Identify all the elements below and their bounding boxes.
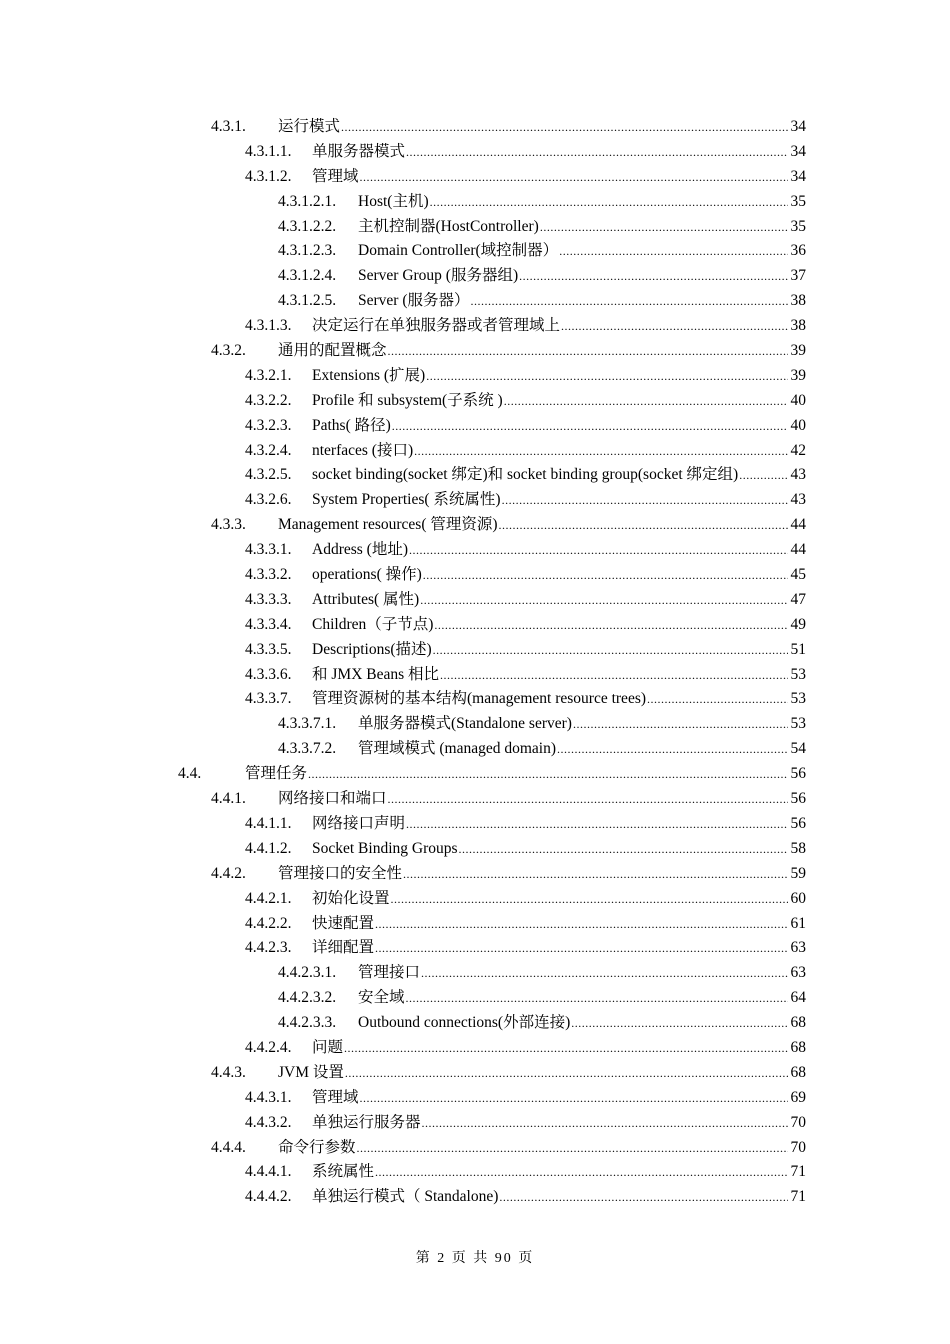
toc-entry-page-number: 51 — [790, 640, 806, 658]
toc-entry-row — [358, 289, 806, 314]
toc-entry-page-number: 59 — [790, 864, 806, 882]
toc-entry-number: 4.3.2.1. — [245, 366, 292, 384]
toc-entry-row — [312, 1036, 806, 1061]
toc-dot-leader — [406, 140, 788, 165]
toc-entry-number: 4.4.2.2. — [245, 914, 292, 932]
toc-entry-number: 4.3.1.2. — [245, 167, 292, 185]
toc-entry[interactable] — [0, 1061, 950, 1086]
toc-entry[interactable] — [0, 737, 950, 762]
toc-dot-leader — [388, 787, 788, 812]
toc-entry-page-number: 45 — [790, 566, 806, 584]
toc-entry-row — [278, 1061, 806, 1086]
toc-entry-title: 单服务器模式 — [312, 142, 406, 160]
toc-entry-title: Children（子节点) — [312, 615, 434, 633]
toc-entry-number: 4.4.2.3. — [245, 939, 292, 957]
toc-dot-leader — [391, 887, 788, 912]
toc-entry-page-number: 34 — [790, 118, 806, 135]
toc-entry-title: 快速配置 — [312, 914, 375, 932]
toc-entry-row — [312, 1111, 806, 1136]
toc-dot-leader — [504, 389, 788, 414]
toc-entry[interactable] — [0, 912, 950, 937]
toc-entry-page-number: 70 — [790, 1113, 806, 1131]
toc-entry-title: 管理接口 — [358, 964, 421, 982]
toc-entry[interactable] — [0, 712, 950, 737]
toc-entry[interactable] — [0, 1136, 950, 1161]
toc-entry-title: 问题 — [312, 1038, 344, 1056]
toc-dot-leader — [388, 339, 788, 364]
toc-dot-leader — [375, 1160, 788, 1185]
toc-entry-row — [278, 1136, 806, 1161]
toc-entry-page-number: 44 — [790, 516, 806, 534]
toc-entry-title: 网络接口声明 — [312, 814, 406, 832]
toc-dot-leader — [647, 687, 788, 712]
toc-entry-page-number: 49 — [790, 615, 806, 633]
toc-entry-number: 4.4.1.1. — [245, 814, 292, 832]
toc-entry-page-number: 38 — [790, 317, 806, 335]
toc-entry-page-number: 56 — [790, 790, 806, 808]
toc-entry-number: 4.4.3.2. — [245, 1113, 292, 1131]
toc-entry[interactable] — [0, 215, 950, 240]
toc-entry-number: 4.3.3.2. — [245, 566, 292, 584]
toc-entry[interactable] — [0, 115, 950, 140]
toc-entry[interactable] — [0, 862, 950, 887]
toc-entry[interactable] — [0, 1111, 950, 1136]
toc-entry-title: 运行模式 — [278, 118, 341, 135]
toc-entry[interactable] — [0, 837, 950, 862]
toc-entry-title: Outbound connections(外部连接) — [358, 1014, 571, 1032]
toc-entry-title: socket binding(socket 绑定)和 socket binding group(socket 绑定组) — [312, 466, 739, 484]
toc-entry-page-number: 64 — [790, 989, 806, 1007]
toc-entry-title: 命令行参数 — [278, 1138, 356, 1156]
toc-entry-title: 详细配置 — [312, 939, 375, 957]
toc-entry-title: 管理资源树的基本结构(management resource trees) — [312, 690, 647, 708]
toc-entry-number: 4.4.1. — [211, 790, 246, 808]
toc-entry[interactable] — [0, 1086, 950, 1111]
toc-entry-page-number: 68 — [790, 1038, 806, 1056]
toc-entry-row — [312, 1086, 806, 1111]
toc-entry-title: Extensions (扩展) — [312, 366, 426, 384]
toc-entry[interactable] — [0, 239, 950, 264]
toc-entry[interactable] — [0, 389, 950, 414]
toc-dot-leader — [420, 588, 788, 613]
toc-entry-row — [312, 687, 806, 712]
toc-dot-leader — [440, 663, 788, 688]
toc-entry-page-number: 61 — [790, 914, 806, 932]
toc-entry[interactable] — [0, 1185, 950, 1210]
toc-entry-title: 初始化设置 — [312, 889, 390, 907]
toc-entry-row — [312, 837, 806, 862]
toc-entry[interactable] — [0, 414, 950, 439]
toc-entry[interactable] — [0, 488, 950, 513]
toc-dot-leader — [308, 762, 788, 787]
toc-entry-row — [358, 737, 806, 762]
toc-dot-leader — [430, 190, 788, 215]
toc-entry-number: 4.3.2.2. — [245, 391, 292, 409]
toc-entry-number: 4.3.3.3. — [245, 590, 292, 608]
toc-entry-row — [358, 190, 806, 215]
toc-entry[interactable] — [0, 1036, 950, 1061]
toc-entry-number: 4.3.3.4. — [245, 615, 292, 633]
toc-entry-number: 4.4. — [178, 765, 202, 783]
toc-entry-row — [278, 787, 806, 812]
toc-entry-title: 管理域 — [312, 1088, 359, 1106]
toc-entry-row — [312, 364, 806, 389]
toc-entry-page-number: 63 — [790, 939, 806, 957]
toc-entry-row — [358, 986, 806, 1011]
toc-entry[interactable] — [0, 140, 950, 165]
toc-entry-title: Management resources( 管理资源) — [278, 516, 498, 534]
toc-entry[interactable] — [0, 986, 950, 1011]
toc-entry-page-number: 63 — [790, 964, 806, 982]
toc-entry[interactable] — [0, 513, 950, 538]
toc-entry-number: 4.4.4. — [211, 1138, 246, 1156]
toc-entry-number: 4.3.1.1. — [245, 142, 292, 160]
toc-entry-row — [278, 115, 806, 140]
toc-entry[interactable] — [0, 663, 950, 688]
toc-entry-page-number: 53 — [790, 715, 806, 733]
toc-entry[interactable] — [0, 613, 950, 638]
toc-entry-page-number: 58 — [790, 839, 806, 857]
toc-entry-number: 4.3.3. — [211, 516, 246, 534]
toc-entry-number: 4.3.3.5. — [245, 640, 292, 658]
toc-entry-page-number: 54 — [790, 740, 806, 758]
toc-entry[interactable] — [0, 638, 950, 663]
toc-dot-leader — [422, 1111, 788, 1136]
toc-entry-title: 网络接口和端口 — [278, 790, 387, 808]
toc-dot-leader — [345, 1061, 788, 1086]
toc-entry-row — [312, 314, 806, 339]
toc-entry-row — [358, 239, 806, 264]
toc-entry[interactable] — [0, 961, 950, 986]
toc-entry[interactable] — [0, 165, 950, 190]
toc-entry-page-number: 43 — [790, 491, 806, 509]
toc-dot-leader — [519, 264, 788, 289]
toc-entry-number: 4.3.3.7. — [245, 690, 292, 708]
toc-entry-page-number: 71 — [790, 1163, 806, 1181]
toc-entry-number: 4.3.1.2.2. — [278, 217, 337, 235]
toc-entry-page-number: 40 — [790, 416, 806, 434]
toc-entry-number: 4.3.2.5. — [245, 466, 292, 484]
toc-entry-number: 4.3.1. — [211, 118, 246, 135]
toc-entry-number: 4.3.2.4. — [245, 441, 292, 459]
toc-entry-number: 4.3.3.1. — [245, 541, 292, 559]
toc-entry-row — [312, 638, 806, 663]
toc-entry-number: 4.4.2.4. — [245, 1038, 292, 1056]
toc-entry[interactable] — [0, 538, 950, 563]
toc-entry-number: 4.3.1.2.5. — [278, 292, 337, 310]
toc-entry-title: Profile 和 subsystem(子系统 ) — [312, 391, 503, 409]
toc-entry[interactable] — [0, 563, 950, 588]
toc-entry-title: 管理域 — [312, 167, 359, 185]
page-footer: 第 2 页 共 90 页 — [415, 1251, 535, 1266]
toc-entry-page-number: 39 — [790, 366, 806, 384]
toc-entry-row — [358, 712, 806, 737]
toc-dot-leader — [360, 165, 788, 190]
toc-entry-number: 4.3.1.2.1. — [278, 192, 337, 210]
toc-dot-leader — [499, 513, 788, 538]
toc-entry-number: 4.4.3. — [211, 1063, 246, 1081]
toc-entry-row — [312, 1160, 806, 1185]
toc-entry[interactable] — [0, 364, 950, 389]
toc-entry[interactable] — [0, 687, 950, 712]
toc-entry-page-number: 42 — [790, 441, 806, 459]
toc-entry-row — [245, 762, 806, 787]
toc-entry-number: 4.4.4.2. — [245, 1188, 292, 1206]
toc-entry-row — [312, 1185, 806, 1210]
toc-entry-title: 主机控制器(HostController) — [358, 217, 539, 235]
toc-entry-title: Domain Controller(域控制器） — [358, 242, 559, 260]
toc-entry-number: 4.4.2.3.2. — [278, 989, 337, 1007]
toc-entry-page-number: 35 — [790, 217, 806, 235]
toc-dot-leader — [571, 1011, 788, 1036]
toc-entry-row — [312, 887, 806, 912]
toc-entry-page-number: 56 — [790, 814, 806, 832]
toc-entry-row — [358, 1011, 806, 1036]
toc-entry[interactable] — [0, 887, 950, 912]
toc-entry-title: Paths( 路径) — [312, 416, 391, 434]
toc-entry-number: 4.3.2.3. — [245, 416, 292, 434]
toc-entry-number: 4.4.4.1. — [245, 1163, 292, 1181]
toc-entry[interactable] — [0, 762, 950, 787]
toc-entry-row — [312, 488, 806, 513]
toc-entry-page-number: 47 — [790, 590, 806, 608]
toc-entry-number: 4.4.3.1. — [245, 1088, 292, 1106]
toc-dot-leader — [502, 488, 788, 513]
toc-dot-leader — [559, 239, 788, 264]
toc-entry-page-number: 43 — [790, 466, 806, 484]
toc-dot-leader — [406, 986, 788, 1011]
toc-entry-title: JVM 设置 — [278, 1063, 344, 1081]
toc-entry-row — [358, 961, 806, 986]
toc-entry-number: 4.3.1.3. — [245, 317, 292, 335]
toc-entry-row — [312, 812, 806, 837]
toc-entry-title: 决定运行在单独服务器或者管理域上 — [312, 317, 561, 335]
toc-entry-row — [312, 414, 806, 439]
toc-entry-number: 4.4.2.3.1. — [278, 964, 337, 982]
toc-entry-row — [312, 613, 806, 638]
toc-dot-leader — [341, 115, 788, 140]
toc-entry-title: Socket Binding Groups — [312, 839, 458, 857]
toc-entry-title: Server Group (服务器组) — [358, 267, 519, 285]
toc-entry[interactable] — [0, 936, 950, 961]
toc-entry-title: Host(主机) — [358, 192, 429, 210]
toc-entry-title: nterfaces (接口) — [312, 441, 414, 459]
toc-dot-leader — [375, 936, 788, 961]
toc-entry-page-number: 56 — [790, 765, 806, 783]
toc-entry[interactable] — [0, 588, 950, 613]
toc-entry-number: 4.3.3.6. — [245, 665, 292, 683]
toc-dot-leader — [426, 364, 788, 389]
toc-entry[interactable] — [0, 1160, 950, 1185]
toc-dot-leader — [421, 961, 788, 986]
toc-entry-row — [312, 912, 806, 937]
toc-entry-row — [278, 513, 806, 538]
toc-entry-page-number: 34 — [790, 167, 806, 185]
toc-dot-leader — [375, 912, 788, 937]
toc-entry-title: 安全域 — [358, 989, 405, 1007]
toc-entry-row — [312, 439, 806, 464]
toc-dot-leader — [406, 812, 788, 837]
toc-entry-row — [312, 538, 806, 563]
toc-entry-row — [358, 215, 806, 240]
toc-entry-row — [312, 140, 806, 165]
toc-entry-page-number: 53 — [790, 665, 806, 683]
toc-dot-leader — [392, 414, 788, 439]
toc-dot-leader — [414, 439, 788, 464]
toc-entry-page-number: 71 — [790, 1188, 806, 1206]
toc-entry-title: 系统属性 — [312, 1163, 375, 1181]
toc-entry-page-number: 36 — [790, 242, 806, 260]
toc-entry-page-number: 68 — [790, 1063, 806, 1081]
toc-entry-number: 4.3.3.7.1. — [278, 715, 337, 733]
toc-dot-leader — [433, 638, 788, 663]
toc-entry-number: 4.4.1.2. — [245, 839, 292, 857]
toc-entry-number: 4.3.3.7.2. — [278, 740, 337, 758]
toc-dot-leader — [471, 289, 789, 314]
toc-dot-leader — [739, 463, 788, 488]
toc-entry-number: 4.4.2.1. — [245, 889, 292, 907]
toc-entry-row — [312, 165, 806, 190]
toc-entry-page-number: 38 — [790, 292, 806, 310]
toc-entry-page-number: 53 — [790, 690, 806, 708]
toc-dot-leader — [357, 1136, 788, 1161]
toc-entry-page-number: 40 — [790, 391, 806, 409]
toc-entry[interactable] — [0, 812, 950, 837]
toc-entry-row — [312, 663, 806, 688]
toc-entry-number: 4.3.1.2.4. — [278, 267, 337, 285]
toc-entry-number: 4.4.2.3.3. — [278, 1014, 337, 1032]
toc-entry-row — [278, 339, 806, 364]
toc-entry-title: Address (地址) — [312, 541, 408, 559]
toc-entry-title: Descriptions(描述) — [312, 640, 432, 658]
toc-entry-title: 单独运行模式（ Standalone) — [312, 1188, 499, 1206]
toc-entry-title: 管理任务 — [245, 765, 308, 783]
toc-entry[interactable] — [0, 190, 950, 215]
toc-entry-number: 4.3.1.2.3. — [278, 242, 337, 260]
toc-entry[interactable] — [0, 339, 950, 364]
toc-entry-number: 4.3.2.6. — [245, 491, 292, 509]
toc-entry-title: 和 JMX Beans 相比 — [312, 665, 440, 683]
toc-entry[interactable] — [0, 463, 950, 488]
toc-entry-row — [312, 463, 806, 488]
toc-entry-number: 4.4.2. — [211, 864, 246, 882]
toc-dot-leader — [573, 712, 788, 737]
toc-dot-leader — [557, 737, 788, 762]
toc-entry[interactable] — [0, 289, 950, 314]
toc-entry[interactable] — [0, 264, 950, 289]
toc-entry[interactable] — [0, 314, 950, 339]
toc-dot-leader — [499, 1185, 788, 1210]
toc-dot-leader — [434, 613, 788, 638]
toc-entry-row — [312, 563, 806, 588]
toc-entry-page-number: 44 — [790, 541, 806, 559]
toc-entry-row — [358, 264, 806, 289]
toc-entry-page-number: 37 — [790, 267, 806, 285]
toc-entry-title: 单服务器模式(Standalone server) — [358, 715, 572, 733]
toc-dot-leader — [459, 837, 788, 862]
toc-entry-title: 管理接口的安全性 — [278, 864, 403, 882]
toc-dot-leader — [360, 1086, 788, 1111]
toc-entry-title: 单独运行服务器 — [312, 1113, 421, 1131]
toc-entry-row — [312, 936, 806, 961]
toc-entry-page-number: 68 — [790, 1014, 806, 1032]
toc-dot-leader — [344, 1036, 788, 1061]
toc-entry-title: operations( 操作) — [312, 566, 422, 584]
toc-dot-leader — [409, 538, 788, 563]
toc-entry[interactable] — [0, 439, 950, 464]
toc-entry-title: 管理域模式 (managed domain) — [358, 740, 557, 758]
toc-entry[interactable] — [0, 1011, 950, 1036]
toc-entry-page-number: 39 — [790, 342, 806, 360]
toc-dot-leader — [540, 215, 788, 240]
toc-dot-leader — [423, 563, 788, 588]
toc-entry-page-number: 35 — [790, 192, 806, 210]
toc-dot-leader — [403, 862, 788, 887]
toc-entry-page-number: 34 — [790, 142, 806, 160]
toc-entry-title: Attributes( 属性) — [312, 590, 420, 608]
toc-entry-page-number: 69 — [790, 1088, 806, 1106]
toc-entry-number: 4.3.2. — [211, 342, 246, 360]
table-of-contents — [0, 115, 950, 1210]
toc-entry-row — [312, 588, 806, 613]
toc-dot-leader — [561, 314, 788, 339]
toc-entry-page-number: 70 — [790, 1138, 806, 1156]
toc-entry-row — [312, 389, 806, 414]
toc-entry[interactable] — [0, 787, 950, 812]
toc-entry-title: System Properties( 系统属性) — [312, 491, 501, 509]
toc-entry-title: Server (服务器） — [358, 292, 470, 310]
toc-entry-title: 通用的配置概念 — [278, 342, 387, 360]
toc-entry-page-number: 60 — [790, 889, 806, 907]
toc-entry-row — [278, 862, 806, 887]
